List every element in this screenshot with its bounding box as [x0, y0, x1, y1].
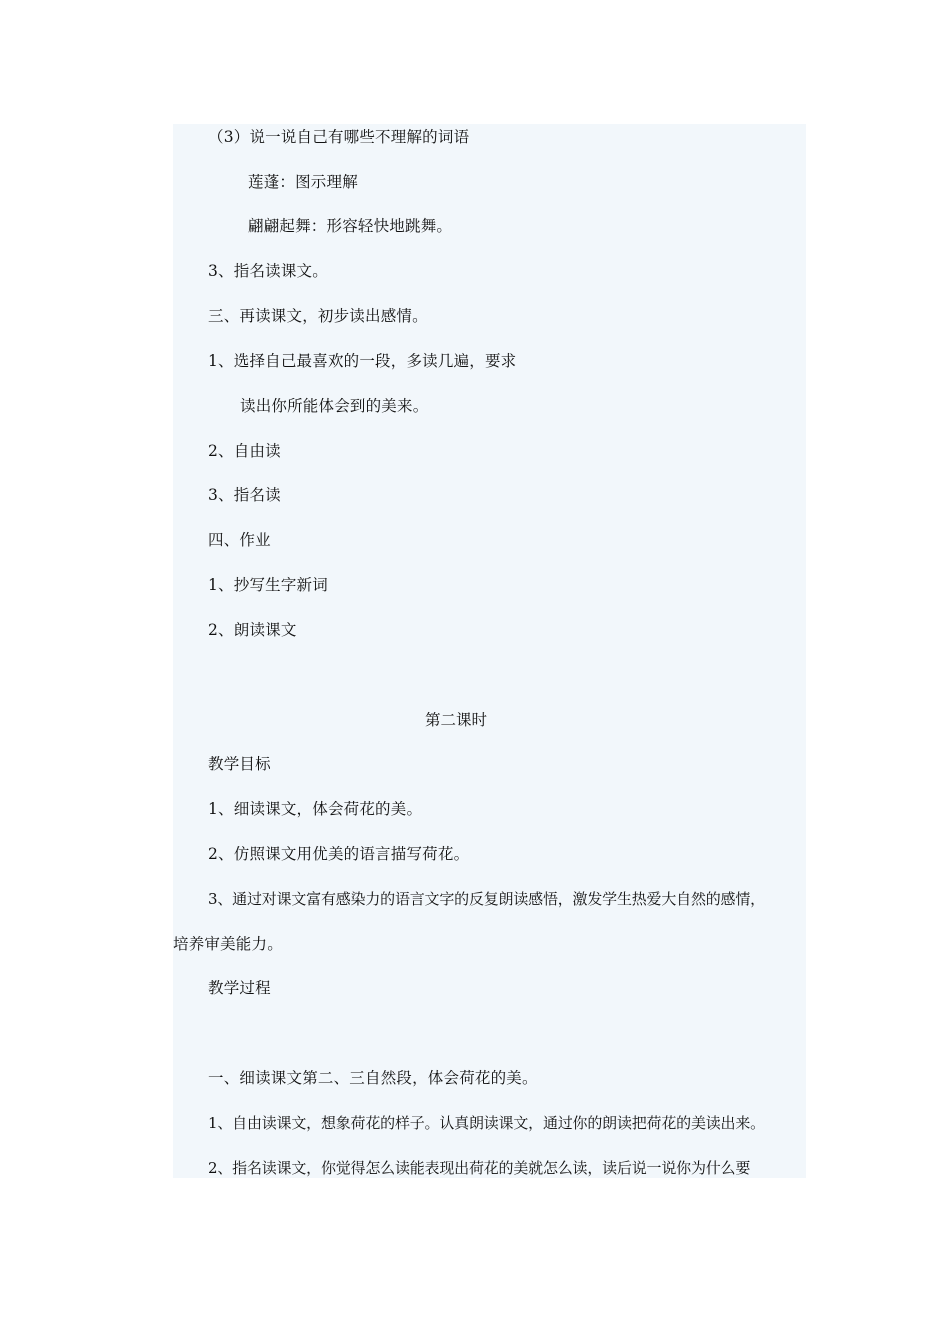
text-line: （3）说一说自己有哪些不理解的词语	[208, 128, 470, 146]
text-line: 翩翩起舞：形容轻快地跳舞。	[248, 217, 453, 235]
text-line: 1、自由读课文，想象荷花的样子。认真朗读课文，通过你的朗读把荷花的美读出来。	[208, 1114, 765, 1132]
text-line: 2、朗读课文	[208, 621, 297, 639]
section-heading: 教学过程	[208, 979, 271, 997]
text-line: 培养审美能力。	[173, 935, 283, 953]
text-line: 1、选择自己最喜欢的一段，多读几遍，要求	[208, 352, 517, 370]
text-line: 1、细读课文，体会荷花的美。	[208, 800, 423, 818]
text-line: 3、通过对课文富有感染力的语言文字的反复朗读感悟，激发学生热爱大自然的感情，	[208, 890, 765, 908]
text-line: 2、自由读	[208, 442, 281, 460]
text-line: 3、指名读	[208, 486, 281, 504]
text-line: 3、指名读课文。	[208, 262, 328, 280]
lesson-title: 第二课时	[425, 711, 488, 729]
section-heading: 四、作业	[208, 531, 271, 549]
section-heading: 一、细读课文第二、三自然段，体会荷花的美。	[208, 1069, 538, 1087]
text-line: 2、仿照课文用优美的语言描写荷花。	[208, 845, 470, 863]
section-heading: 教学目标	[208, 755, 271, 773]
text-line: 读出你所能体会到的美来。	[240, 397, 429, 415]
text-line: 1、抄写生字新词	[208, 576, 328, 594]
section-heading: 三、再读课文，初步读出感情。	[208, 307, 428, 325]
text-line: 2、指名读课文，你觉得怎么读能表现出荷花的美就怎么读，读后说一说你为什么要	[208, 1159, 751, 1177]
highlighted-text-block	[173, 124, 806, 1178]
text-line: 莲蓬：图示理解	[248, 173, 358, 191]
